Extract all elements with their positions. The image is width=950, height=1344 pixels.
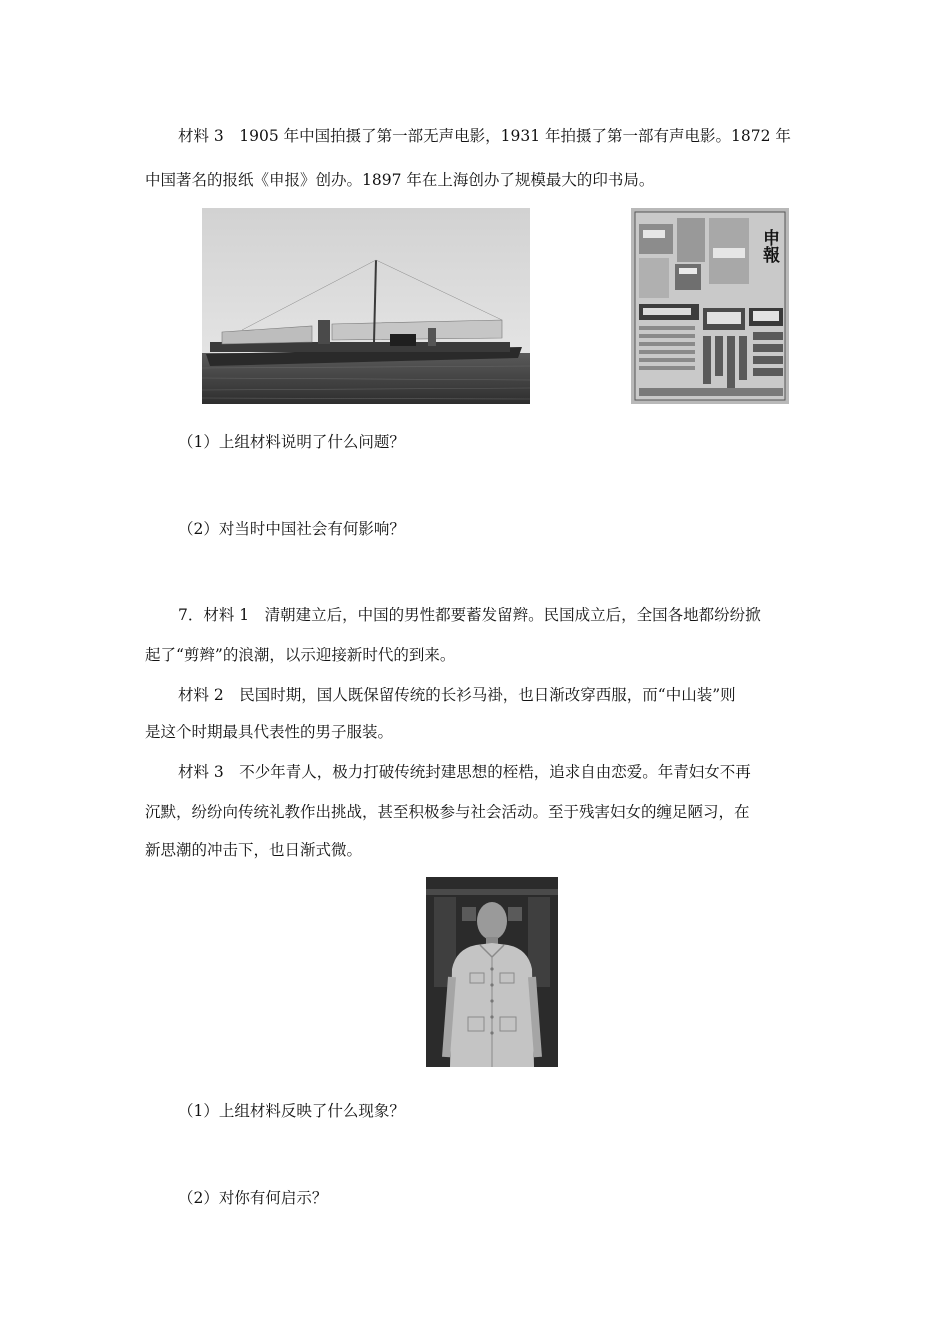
- q7-material1-line2: 起了“剪辫”的浪潮，以示迎接新时代的到来。: [145, 646, 456, 664]
- q7-material1-line1: 7．材料 1 清朝建立后，中国的男性都要蓄发留辫。民国成立后，全国各地都纷纷掀: [178, 606, 761, 624]
- q7-material2-line2: 是这个时期最具代表性的男子服装。: [145, 723, 394, 741]
- material3-text-line2: 中国著名的报纸《申报》创办。1897 年在上海创办了规模最大的印书局。: [145, 171, 655, 189]
- q7-material2-line1: 材料 2 民国时期，国人既保留传统的长衫马褂，也日渐改穿西服，而“中山装”则: [178, 686, 736, 704]
- shenbao-newspaper-photo: [631, 208, 789, 404]
- q7-question1: （1）上组材料反映了什么现象？: [178, 1102, 405, 1120]
- q7-material3-line2: 沉默，纷纷向传统礼教作出挑战，甚至积极参与社会活动。至于残害妇女的缠足陋习，在: [145, 803, 750, 821]
- section1-question2: （2）对当时中国社会有何影响？: [178, 520, 405, 538]
- q7-material3-line1: 材料 3 不少年青人，极力打破传统封建思想的桎梏，追求自由恋爱。年青妇女不再: [178, 763, 751, 781]
- q7-material3-line3: 新思潮的冲击下，也日渐式微。: [145, 841, 363, 859]
- newspaper-masthead: 申報: [759, 229, 779, 263]
- material3-text-line1: 材料 3 1905 年中国拍摄了第一部无声电影，1931 年拍摄了第一部有声电影。1872 年: [178, 127, 791, 145]
- section1-question1: （1）上组材料说明了什么问题？: [178, 433, 405, 451]
- q7-question2: （2）对你有何启示？: [178, 1189, 328, 1207]
- zhongshan-suit-portrait-photo: [426, 877, 558, 1067]
- warship-photo: [202, 208, 530, 404]
